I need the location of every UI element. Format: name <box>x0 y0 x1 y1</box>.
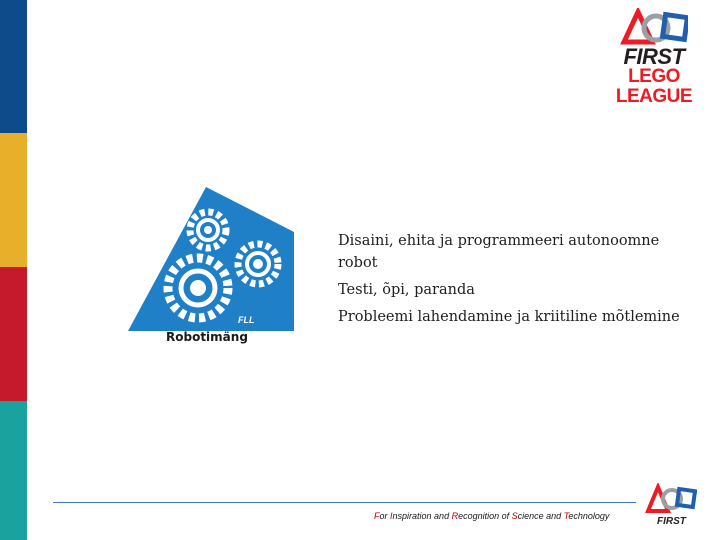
robot-game-caption: Robotimäng <box>166 330 248 344</box>
bullet-item: Disaini, ehita ja programmeeri autonoomne robot <box>338 233 660 271</box>
bullet-item: Testi, õpi, paranda <box>338 282 475 298</box>
bullet-list <box>338 230 698 333</box>
footer-first-logo <box>643 483 699 531</box>
logo-lego-text: LEGO <box>628 66 680 87</box>
footer-divider <box>53 502 636 503</box>
logo-league-text: LEAGUE <box>615 86 693 107</box>
first-lego-league-logo <box>608 8 700 108</box>
tagline-fragment: cience and <box>517 511 564 521</box>
tagline-letter: T <box>563 511 569 521</box>
first-logo-mark-icon <box>645 483 697 515</box>
tagline-fragment: nspiration and <box>392 511 452 521</box>
stripe-blue <box>0 0 27 133</box>
logo-first-text: FIRST <box>623 44 685 69</box>
tagline-fragment: ecognition of <box>458 511 512 521</box>
robot-game-graphic <box>122 184 298 344</box>
footer-first-text: FIRST <box>657 516 686 527</box>
tagline-letter: S <box>511 511 518 521</box>
tagline-letter: R <box>451 511 459 521</box>
bullet-item: Probleemi lahendamine ja kriitiline mõtlemine <box>338 309 680 325</box>
stripe-yellow <box>0 133 27 267</box>
fll-badge: FLL <box>238 315 255 325</box>
first-logo-mark-icon <box>620 8 688 48</box>
tagline-fragment: or <box>379 511 391 521</box>
stripe-red <box>0 267 27 401</box>
tagline-letter: F <box>374 511 380 521</box>
tagline-letter: I <box>390 511 393 521</box>
footer-tagline <box>374 511 609 521</box>
stripe-teal <box>0 401 27 540</box>
tagline-fragment: echnology <box>568 511 610 521</box>
